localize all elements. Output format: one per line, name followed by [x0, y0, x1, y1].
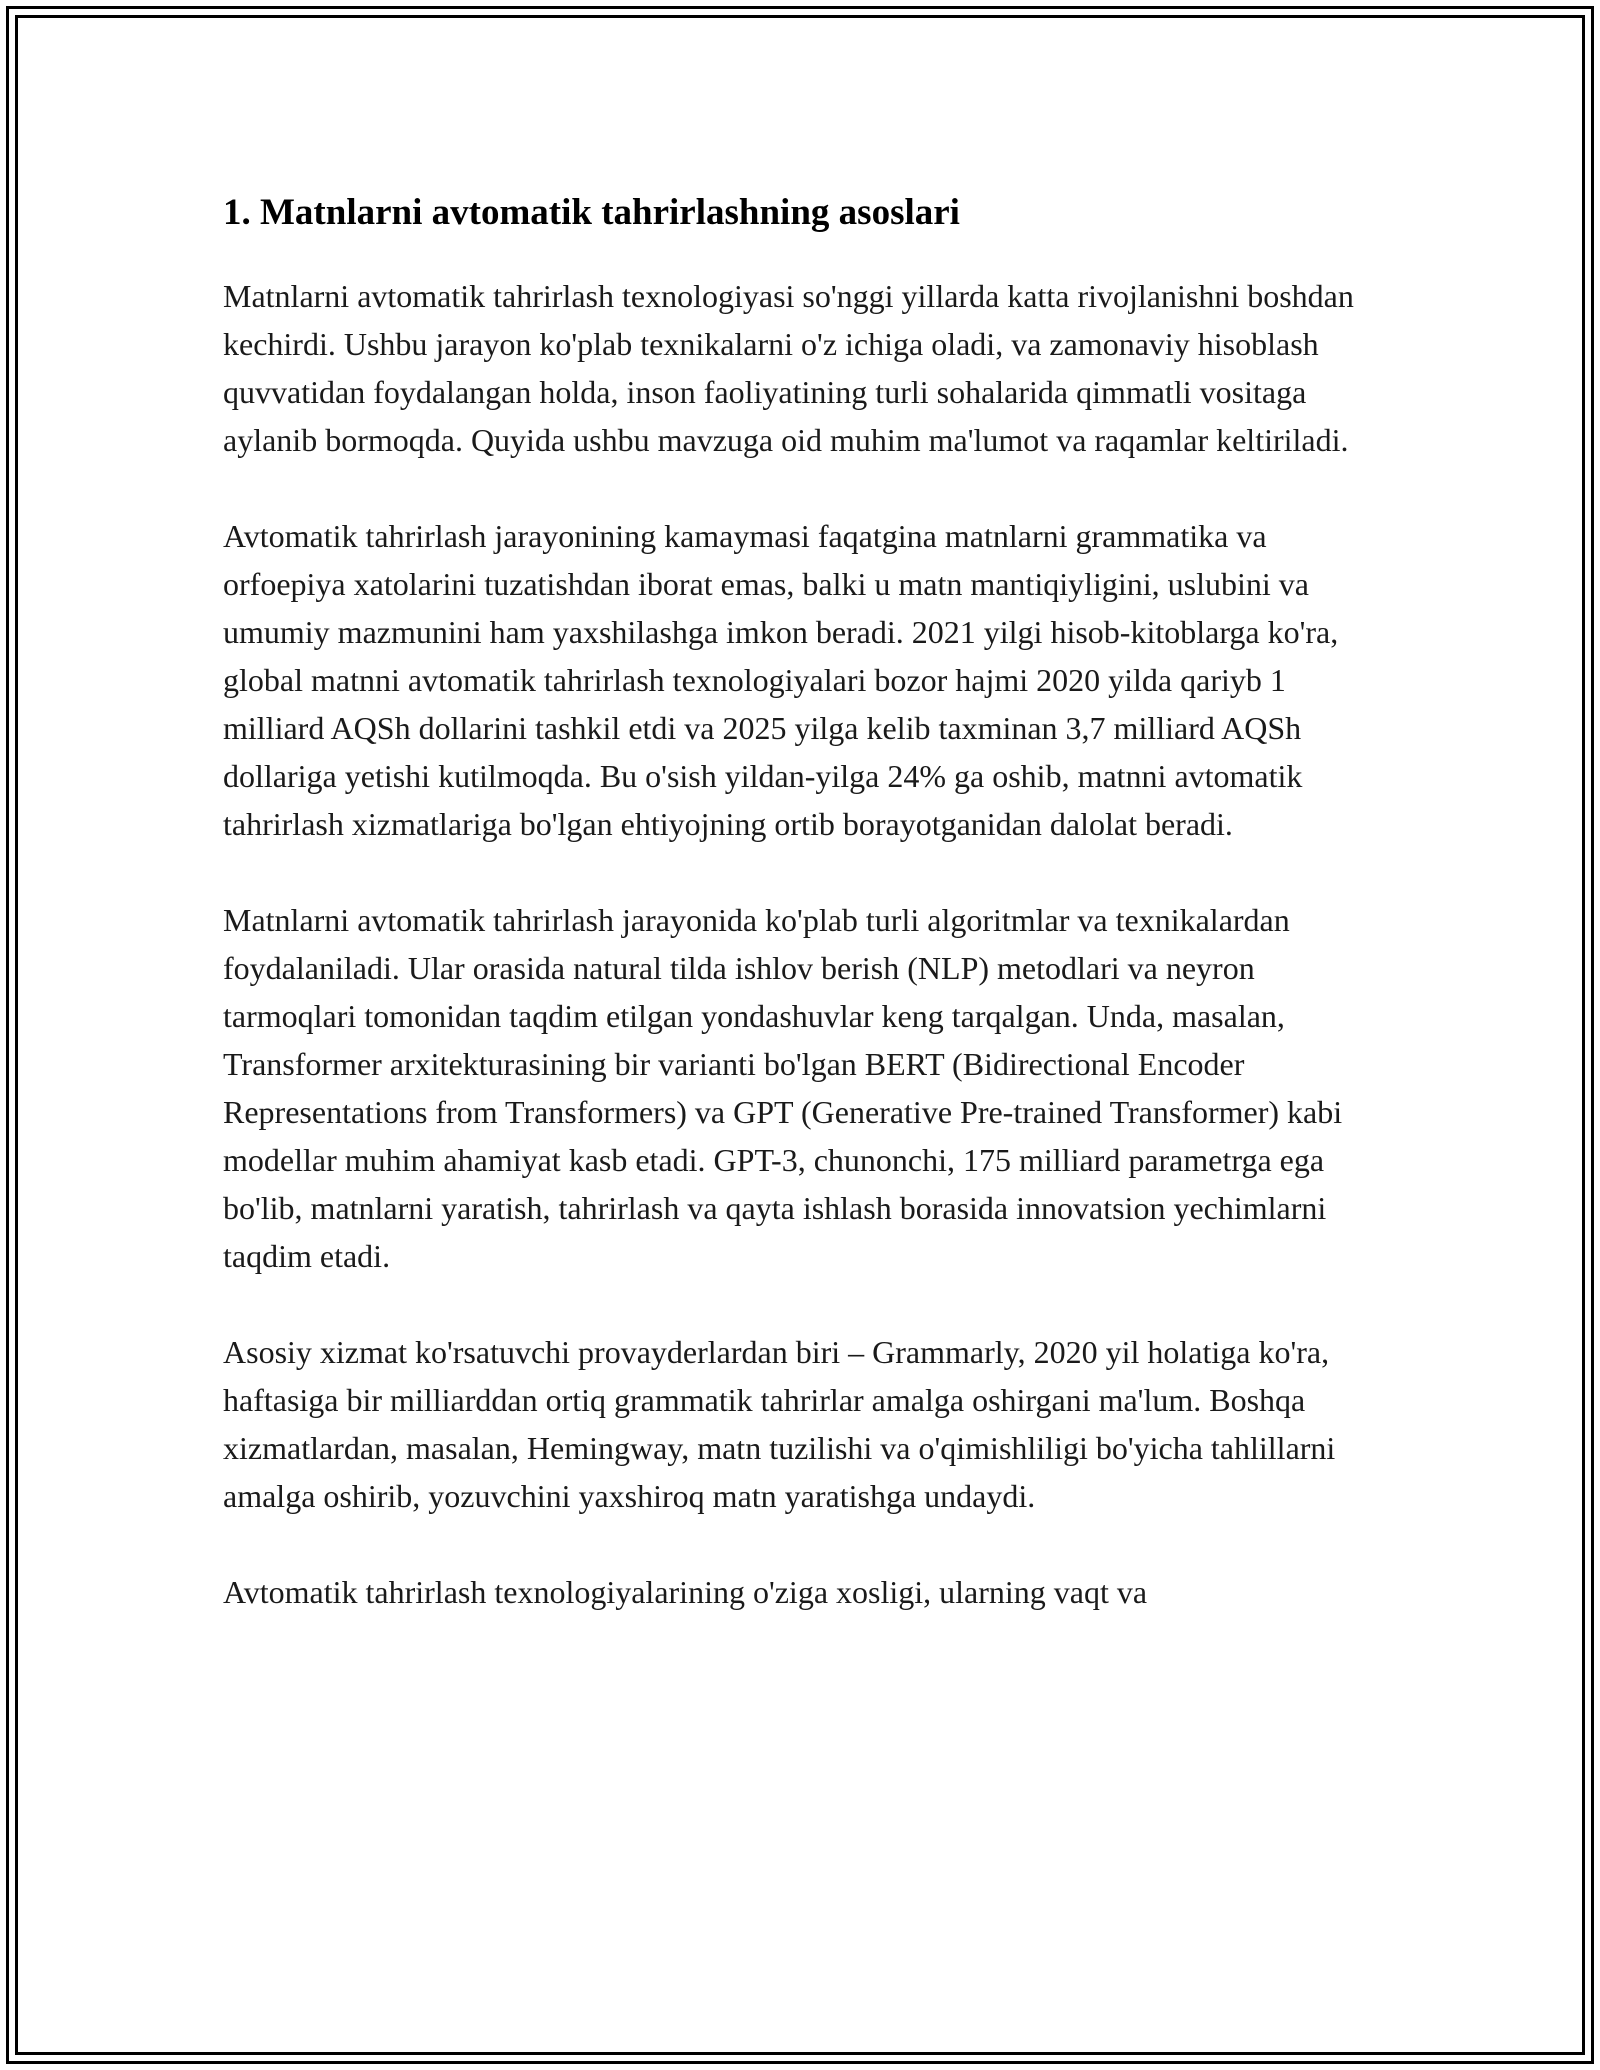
paragraph-algorithms: Matnlarni avtomatik tahrirlash jarayonida ko'plab turli algoritmlar va texnikalardan foydalaniladi. Ular orasida natural tilda ishlov berish (NLP) metodlari va neyron tarmoqlari tomonidan taqdim etilgan yondashuvlar keng tarqalgan. Unda, masalan, Transformer arxitekturasining bir varianti bo'lgan BERT (Bidirectional Encoder Representations from Transformers) va GPT (Generative Pre-trained Transformer) kabi modellar muhim ahamiyat kasb etadi. GPT-3, chunonchi, 175 milliard parametrga ega bo'lib, matnlarni yaratish, tahrirlash va qayta ishlash borasida innovatsion yechimlarni taqdim etadi. — [223, 902, 1343, 1274]
section-heading: 1. Matnlarni avtomatik tahrirlashning asoslari — [223, 192, 960, 233]
paragraph-providers: Asosiy xizmat ko'rsatuvchi provayderlardan biri – Grammarly, 2020 yil holatiga ko'ra, haftasiga bir milliarddan ortiq grammatik tahrirlar amalga oshirgani ma'lum. Boshqa xizmatlardan, masalan, Hemingway, matn tuzilishi va o'qimishliligi bo'yicha tahlillarni amalga oshirib, yozuvchini yaxshiroq matn yaratishga undaydi. — [223, 1334, 1336, 1514]
paragraph-intro: Matnlarni avtomatik tahrirlash texnologiyasi so'nggi yillarda katta rivojlanishni boshdan kechirdi. Ushbu jarayon ko'plab texnikalarni o'z ichiga oladi, va zamonaviy hisoblash quvvatidan foydalangan holda, inson faoliyatining turli sohalarida qimmatli vositaga aylanib bormoqda. Quyida ushbu mavzuga oid muhim ma'lumot va raqamlar keltiriladi. — [223, 278, 1354, 458]
document-body — [223, 184, 1383, 1664]
paragraph-market-size: Avtomatik tahrirlash jarayonining kamaymasi faqatgina matnlarni grammatika va orfoepiya xatolarini tuzatishdan iborat emas, balki u matn mantiqiyligini, uslubini va umumiy mazmunini ham yaxshilashga imkon beradi. 2021 yilgi hisob-kitoblarga ko'ra, global matnni avtomatik tahrirlash texnologiyalari bozor hajmi 2020 yilda qariyb 1 milliard AQSh dollarini tashkil etdi va 2025 yilga kelib taxminan 3,7 milliard AQSh dollariga yetishi kutilmoqda. Bu o'sish yildan-yilga 24% ga oshib, matnni avtomatik tahrirlash xizmatlariga bo'lgan ehtiyojning ortib borayotganidan dalolat beradi. — [223, 518, 1339, 842]
paragraph-features: Avtomatik tahrirlash texnologiyalarining o'ziga xosligi, ularning vaqt va — [223, 1574, 1148, 1610]
